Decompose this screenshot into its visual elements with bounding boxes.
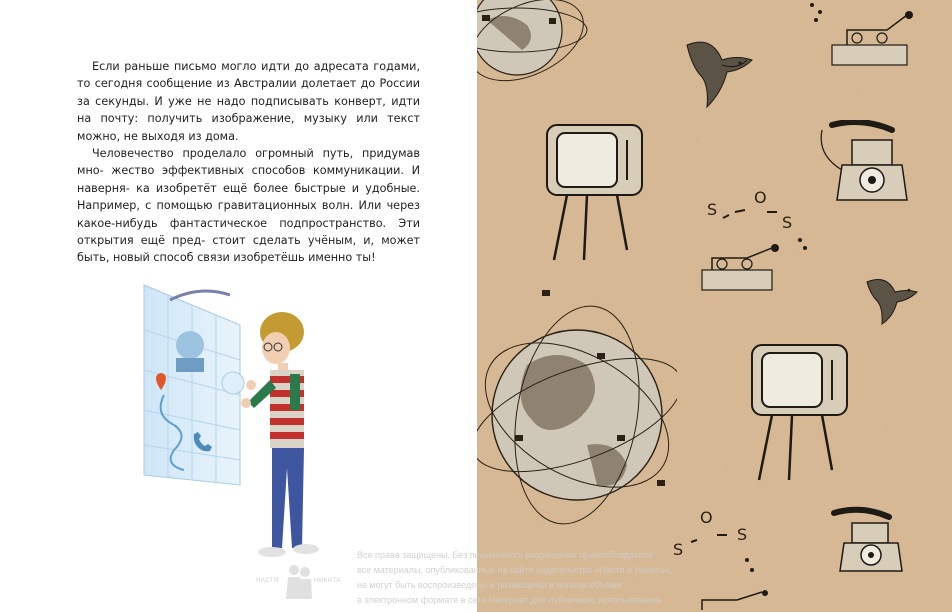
text-line: ка изобретёт ещё более быстрые и удобные. Например, [77, 181, 420, 213]
right-page-kraft-pattern [477, 0, 952, 612]
text-line: то сегодня сообщение из Австралии долетает до России [77, 77, 420, 91]
text-line: выходя из дома. [141, 129, 239, 143]
globe-with-satellite-orbits-icon [477, 285, 677, 545]
carrier-pigeon-icon [677, 25, 757, 115]
text-line: стоит сделать учёным, и, может быть, новый способ связи [77, 234, 420, 265]
text-line: Человечество проделало огромный путь, придумав мно- [77, 147, 420, 178]
text-line: почту: получить изображение, музыку или текст можно, не [77, 112, 420, 143]
logo-word-right: НИКИТА [314, 578, 341, 584]
retro-tv-icon [747, 340, 852, 490]
sos-letter: S [737, 525, 748, 544]
watermark-line: не могут быть воспроизведены и размещены в полном объеме [357, 580, 622, 590]
rotary-telephone-icon [822, 505, 917, 575]
children-silhouette-icon [284, 562, 314, 602]
paragraph-1 [77, 58, 420, 145]
telegraph-key-icon [692, 590, 782, 612]
text-line: Если раньше письмо могло идти до адресата годами, [92, 60, 420, 73]
watermark-line: в электронном формате в сети Интернет для публичного использования. [357, 595, 664, 605]
paragraph-2 [77, 145, 420, 267]
morse-dots-icon [802, 0, 832, 25]
morse-dashes-icon [657, 520, 767, 600]
telegraph-key-icon [827, 10, 922, 75]
text-line: изобретёшь именно ты! [233, 251, 376, 265]
sos-letter: O [700, 508, 713, 527]
globe-with-satellite-orbits-icon [477, 0, 607, 90]
body-text [77, 58, 420, 267]
carrier-pigeon-icon [862, 262, 922, 327]
publisher-logo [256, 560, 346, 605]
boy-with-hologram-illustration [130, 270, 360, 570]
text-line: за секунды. И уже не надо подписывать конверт, идти на [77, 94, 420, 126]
sos-letter: S [673, 540, 684, 559]
logo-word-left: НАСТЯ [256, 578, 279, 584]
watermark-line: все материалы, опубликованные на сайте издательства «Настя и Никита», [357, 565, 672, 575]
sos-letter: O [754, 188, 767, 207]
retro-tv-icon [542, 120, 647, 270]
text-line: жество эффективных способов коммуникации. И наверня- [77, 164, 420, 195]
rotary-telephone-icon [817, 120, 922, 210]
sos-letter: S [782, 213, 793, 232]
watermark-line: Все права защищены. Без письменного разрешения правообладателя [357, 550, 653, 560]
copyright-watermark [357, 548, 672, 608]
telegraph-key-icon [697, 240, 787, 300]
text-line: с помощью гравитационных волн. Или через какое-нибудь [77, 199, 421, 230]
text-line: фантастическое подпространство. Эти открытия ещё пред- [77, 216, 420, 248]
sos-letter: S [707, 200, 718, 219]
